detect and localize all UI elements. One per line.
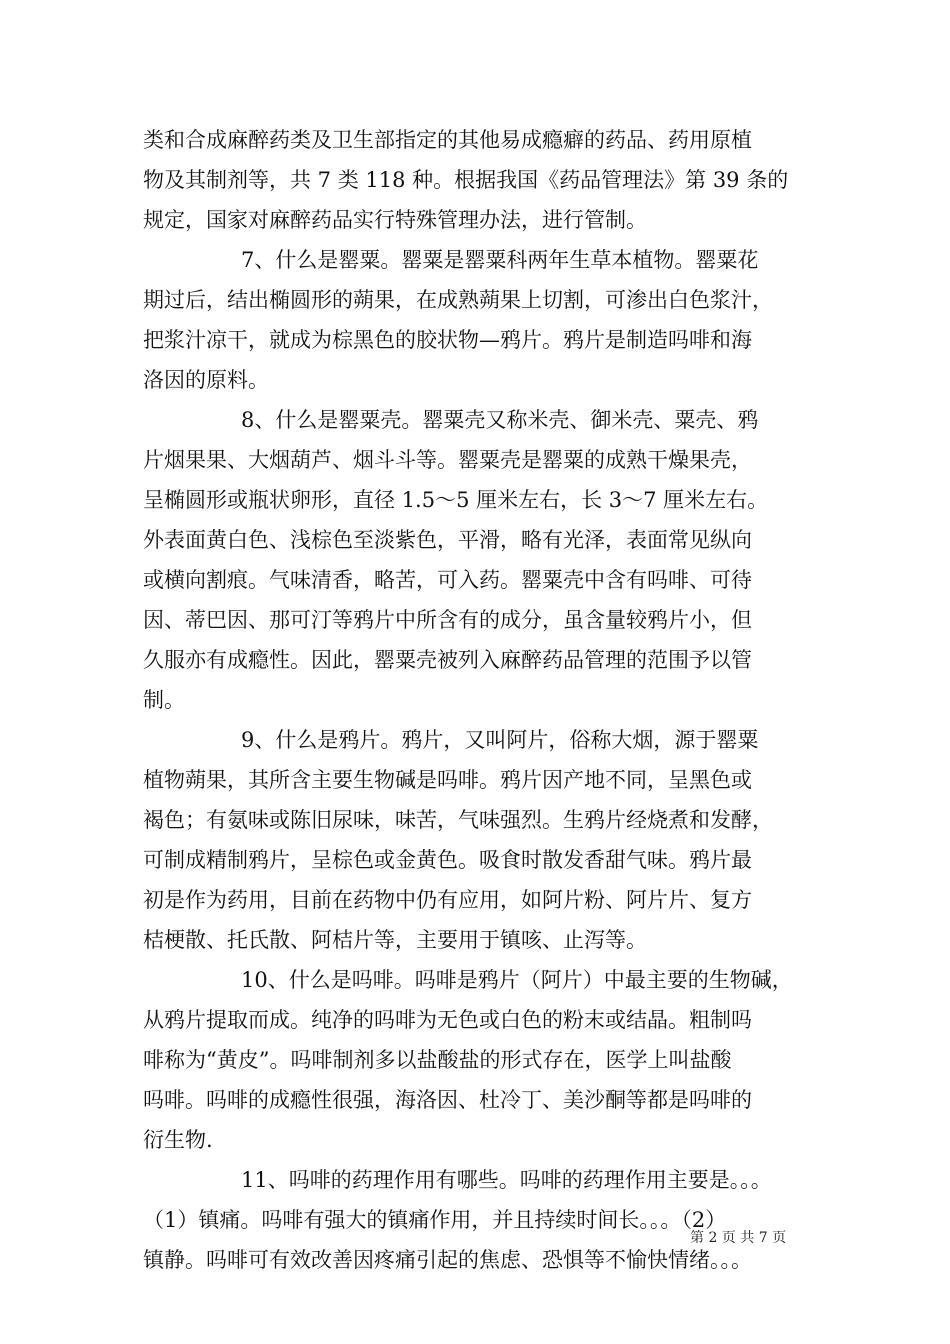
paragraph-11-morphine-pharmacology xyxy=(143,1160,823,1280)
text-line: 或横向割痕。气味清香，略苦，可入药。罂粟壳中含有吗啡、可待 xyxy=(143,568,752,592)
text-line: 镇静。吗啡可有效改善因疼痛引起的焦虑、恐惧等不愉快情绪。。。 xyxy=(143,1248,752,1272)
text-line: 啡称为“黄皮”。吗啡制剂多以盐酸盐的形式存在，医学上叫盐酸 xyxy=(143,1048,732,1072)
text-line: 可制成精制鸦片，呈棕色或金黄色。吸食时散发香甜气味。鸦片最 xyxy=(143,848,752,872)
text-line: 久服亦有成瘾性。因此，罂粟壳被列入麻醉药品管理的范围予以管 xyxy=(143,648,752,672)
text-line: 期过后，结出椭圆形的蒴果，在成熟蒴果上切割，可渗出白色浆汁， xyxy=(143,288,773,312)
paragraph-heading-line: 11、吗啡的药理作用有哪些。吗啡的药理作用主要是。。。 xyxy=(241,1168,772,1192)
document-body xyxy=(143,120,823,1280)
paragraph-heading-line: 10、什么是吗啡。吗啡是鸦片（阿片）中最主要的生物碱， xyxy=(241,968,793,992)
text-line: 褐色；有氨味或陈旧尿味，味苦，气味强烈。生鸦片经烧煮和发酵， xyxy=(143,808,773,832)
text-line: 吗啡。吗啡的成瘾性很强，海洛因、杜冷丁、美沙酮等都是吗啡的 xyxy=(143,1088,752,1112)
text-line: 衍生物. xyxy=(143,1128,213,1152)
text-line: （1）镇痛。吗啡有强大的镇痛作用，并且持续时间长。。。（2） xyxy=(143,1208,727,1232)
text-line: 因、蒂巴因、那可汀等鸦片中所含有的成分，虽含量较鸦片小，但 xyxy=(143,608,752,632)
paragraph-heading-line: 9、什么是鸦片。鸦片，又叫阿片，俗称大烟，源于罂粟 xyxy=(241,728,759,752)
text-line: 类和合成麻醉药类及卫生部指定的其他易成瘾癖的药品、药用原植 xyxy=(143,128,752,152)
text-line: 植物蒴果，其所含主要生物碱是吗啡。鸦片因产地不同，呈黑色或 xyxy=(143,768,752,792)
text-line: 洛因的原料。 xyxy=(143,368,269,392)
text-line: 把浆汁凉干，就成为棕黑色的胶状物—鸦片。鸦片是制造吗啡和海 xyxy=(143,328,752,352)
paragraph-continuation xyxy=(143,120,823,240)
paragraph-9-opium xyxy=(143,720,823,960)
text-line: 规定，国家对麻醉药品实行特殊管理办法，进行管制。 xyxy=(143,208,647,232)
text-line: 初是作为药用，目前在药物中仍有应用，如阿片粉、阿片片、复方 xyxy=(143,888,752,912)
text-line: 制。 xyxy=(143,688,185,712)
text-line: 桔梗散、托氏散、阿桔片等，主要用于镇咳、止泻等。 xyxy=(143,928,647,952)
text-line: 呈椭圆形或瓶状卵形，直径 1.5～5 厘米左右，长 3～7 厘米左右。 xyxy=(143,488,769,512)
paragraph-10-morphine xyxy=(143,960,823,1160)
text-line: 片烟果果、大烟葫芦、烟斗斗等。罂粟壳是罂粟的成熟干燥果壳， xyxy=(143,448,752,472)
page-indicator: 第 2 页 共 7 页 xyxy=(690,1230,787,1246)
text-line: 物及其制剂等，共 7 类 118 种。根据我国《药品管理法》第 39 条的 xyxy=(143,168,789,192)
paragraph-heading-line: 7、什么是罂粟。罂粟是罂粟科两年生草本植物。罂粟花 xyxy=(241,248,759,272)
text-line: 从鸦片提取而成。纯净的吗啡为无色或白色的粉末或结晶。粗制吗 xyxy=(143,1008,752,1032)
paragraph-8-poppy-husk xyxy=(143,400,823,720)
paragraph-7-poppy xyxy=(143,240,823,400)
text-line: 外表面黄白色、浅棕色至淡紫色，平滑，略有光泽，表面常见纵向 xyxy=(143,528,752,552)
paragraph-heading-line: 8、什么是罂粟壳。罂粟壳又称米壳、御米壳、粟壳、鸦 xyxy=(241,408,759,432)
